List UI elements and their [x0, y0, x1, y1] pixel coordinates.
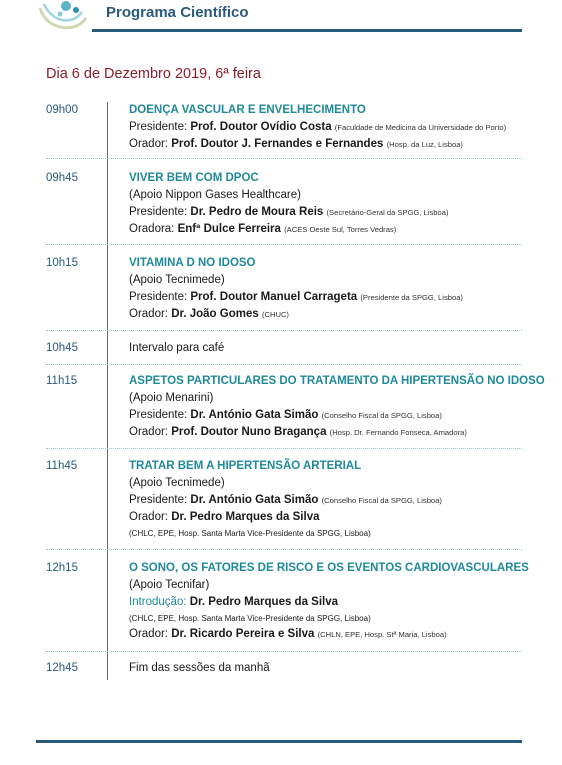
session-person: Presidente: Dr. Pedro de Moura Reis (Secretário-Geral da SPGG, Lisboa): [129, 206, 449, 218]
session-block: [129, 170, 529, 238]
session-time: 09h00: [46, 104, 78, 116]
session-title: VIVER BEM COM DPOC: [129, 172, 259, 184]
timeline-line: [107, 102, 108, 680]
session-support: (Apoio Tecnimede): [129, 274, 225, 286]
session-separator: [46, 364, 522, 365]
day-title: Dia 6 de Dezembro 2019, 6ª feira: [46, 66, 261, 82]
session-title: O SONO, OS FATORES DE RISCO E OS EVENTOS CARDIOVASCULARES: [129, 562, 529, 574]
session-title: TRATAR BEM A HIPERTENSÃO ARTERIAL: [129, 460, 362, 472]
session-intro: Introdução: Dr. Pedro Marques da Silva: [129, 596, 339, 608]
session-block: [129, 458, 529, 541]
session-block: [129, 373, 545, 441]
session-person: Presidente: Prof. Doutor Manuel Carrageta (Presidente da SPGG, Lisboa): [129, 291, 463, 303]
session-time: 09h45: [46, 172, 78, 184]
session-separator: [46, 244, 522, 245]
session-block: [129, 560, 529, 643]
session-separator: [46, 651, 522, 652]
session-time: 10h45: [46, 342, 78, 354]
session-time: 12h15: [46, 562, 78, 574]
session-time: 11h45: [46, 460, 78, 472]
session-support: (Apoio Tecnimede): [129, 477, 225, 489]
session-title: DOENÇA VASCULAR E ENVELHECIMENTO: [129, 104, 366, 116]
session-title: ASPETOS PARTICULARES DO TRATAMENTO DA HIPERTENSÃO NO IDOSO: [129, 375, 545, 387]
session-support: (Apoio Menarini): [129, 392, 214, 404]
session-person: Orador: Prof. Doutor J. Fernandes e Fernandes (Hosp. da Luz, Lisboa): [129, 138, 463, 150]
session-time: 10h15: [46, 257, 78, 269]
session-time: 11h15: [46, 375, 78, 387]
session-person: Oradora: Enfª Dulce Ferreira (ACES Oeste Sul, Torres Vedras): [129, 223, 397, 235]
session-person: Orador: Prof. Doutor Nuno Bragança (Hosp. Dr. Fernando Fonseca, Amadora): [129, 426, 467, 438]
session-time: 12h45: [46, 662, 78, 674]
session-person: Orador: Dr. João Gomes (CHUC): [129, 308, 289, 320]
session-break: Intervalo para café: [129, 342, 225, 354]
session-block: [129, 255, 529, 323]
session-note: (CHLC, EPE, Hosp. Santa Marta Vice-Presidente da SPGG, Lisboa): [129, 529, 371, 538]
session-person: Presidente: Prof. Doutor Ovídio Costa (Faculdade de Medicina da Universidade do Porto): [129, 121, 507, 133]
session-title: VITAMINA D NO IDOSO: [129, 257, 256, 269]
session-end: Fim das sessões da manhã: [129, 662, 270, 674]
session-block: [129, 102, 529, 153]
page-title: Programa Científico: [106, 4, 249, 21]
session-person: Orador: Dr. Pedro Marques da Silva: [129, 511, 320, 523]
session-support: (Apoio Tecnifar): [129, 579, 210, 591]
session-note: (CHLC, EPE, Hosp. Santa Marta Vice-Presidente da SPGG, Lisboa): [129, 614, 371, 623]
session-support: (Apoio Nippon Gases Healthcare): [129, 189, 301, 201]
footer-rule: [36, 740, 522, 743]
session-person: Orador: Dr. Ricardo Pereira e Silva (CHLN, EPE, Hosp. Stª Maria, Lisboa): [129, 628, 447, 640]
header-rule: [92, 29, 522, 32]
swirl-logo-icon: [36, 0, 94, 40]
session-separator: [46, 158, 522, 159]
session-block: [129, 340, 529, 357]
session-block: [129, 660, 529, 677]
session-separator: [46, 549, 522, 550]
session-separator: [46, 448, 522, 449]
session-person: Presidente: Dr. António Gata Simão (Conselho Fiscal da SPGG, Lisboa): [129, 409, 442, 421]
session-person: Presidente: Dr. António Gata Simão (Conselho Fiscal da SPGG, Lisboa): [129, 494, 442, 506]
session-separator: [46, 330, 522, 331]
